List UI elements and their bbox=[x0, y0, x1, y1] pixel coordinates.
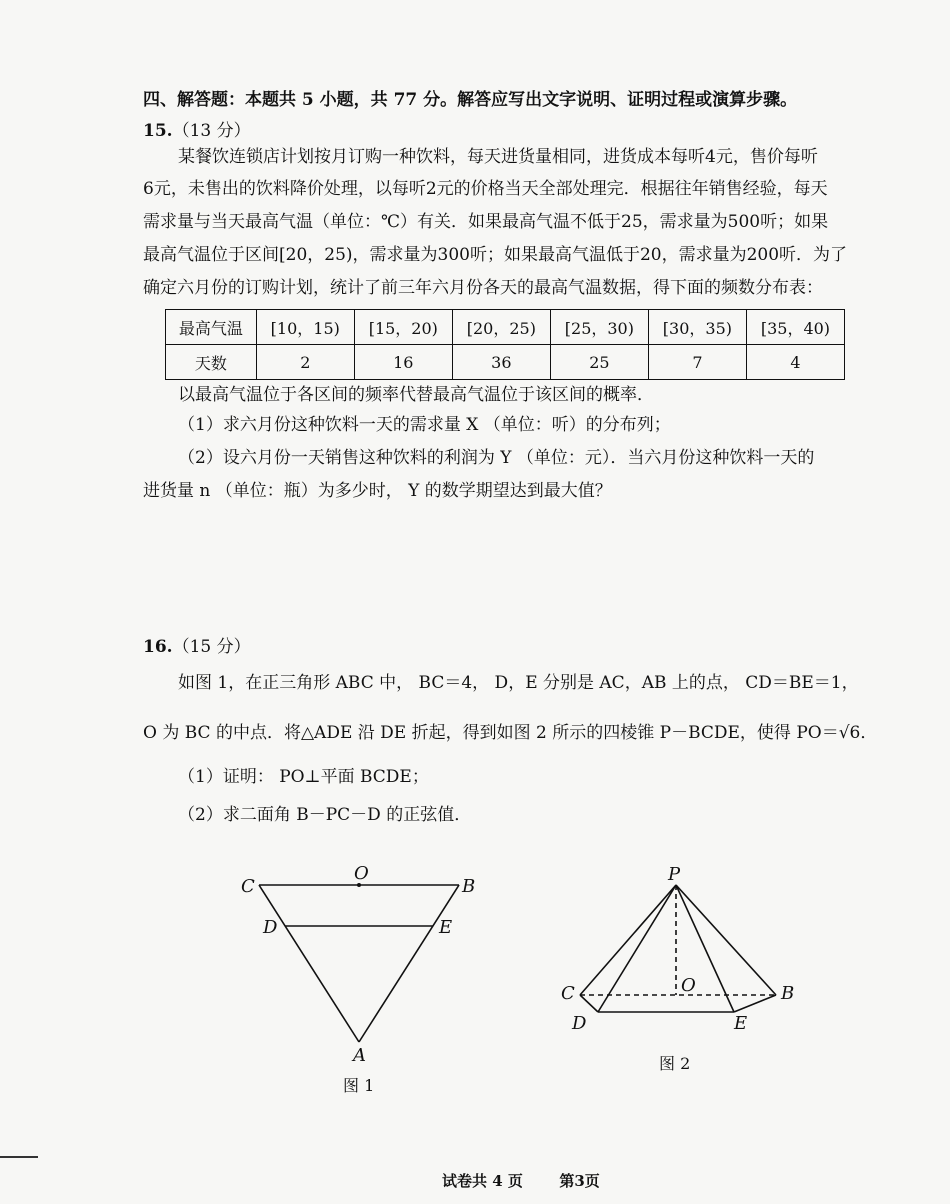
q15-part2-line1: （2）设六月份一天销售这种饮料的利润为 Y （单位：元）．当六月份这种饮料一天的 bbox=[178, 448, 815, 468]
fig2-label-o: O bbox=[681, 975, 696, 996]
table-days-cell: 2 bbox=[256, 345, 354, 380]
q16-part1: （1）证明： PO⊥平面 BCDE； bbox=[178, 767, 429, 787]
fig1-label-o: O bbox=[354, 863, 369, 884]
q16-score: （15 分） bbox=[172, 637, 251, 657]
table-interval: [35，40) bbox=[746, 310, 844, 345]
fig1-label-e: E bbox=[439, 917, 453, 938]
fig2-edge-pc bbox=[580, 885, 676, 995]
section-heading: 四、解答题：本题共 5 小题，共 77 分。解答应写出文字说明、证明过程或演算步骤。 bbox=[143, 90, 798, 110]
q15-line-5: 确定六月份的订购计划，统计了前三年六月份各天的最高气温数据，得下面的频数分布表： bbox=[143, 278, 823, 298]
table-row-label: 天数 bbox=[166, 345, 257, 380]
figure-1 bbox=[259, 885, 459, 1042]
fig1-edge-ba bbox=[359, 885, 459, 1042]
table-interval: [10，15) bbox=[256, 310, 354, 345]
q16-line-1: 如图 1，在正三角形 ABC 中， BC＝4， D，E 分别是 AC，AB 上的点， CD＝BE＝1， bbox=[178, 673, 859, 693]
q15-line-3: 需求量与当天最高气温（单位：℃）有关．如果最高气温不低于25，需求量为500听；如果 bbox=[143, 212, 829, 232]
q16-number: 16. bbox=[143, 637, 173, 657]
fig2-edge-eb bbox=[734, 995, 776, 1012]
figure-2-caption: 图 2 bbox=[659, 1054, 691, 1073]
table-days-cell: 7 bbox=[648, 345, 746, 380]
table-interval: [25，30) bbox=[550, 310, 648, 345]
q15-note: 以最高气温位于各区间的频率代替最高气温位于该区间的概率． bbox=[178, 385, 654, 405]
figure-1-caption: 图 1 bbox=[343, 1076, 375, 1095]
fig1-edge-ca bbox=[259, 885, 359, 1042]
q16-line-2: O 为 BC 的中点．将△ADE 沿 DE 折起，得到如图 2 所示的四棱锥 P－BCDE，使得 PO＝√6． bbox=[143, 723, 878, 743]
q15-part1: （1）求六月份这种饮料一天的需求量 X （单位：听）的分布列； bbox=[178, 415, 671, 435]
left-edge-mark bbox=[0, 1156, 38, 1158]
footer bbox=[442, 1170, 600, 1192]
figure-2 bbox=[580, 885, 776, 1012]
table-header-label: 最高气温 bbox=[166, 310, 257, 345]
fig2-label-b: B bbox=[781, 983, 795, 1004]
q15-line-2: 6元，未售出的饮料降价处理，以每听2元的价格当天全部处理完．根据往年销售经验，每天 bbox=[143, 179, 828, 199]
table-interval: [15，20) bbox=[354, 310, 452, 345]
fig1-label-d: D bbox=[263, 917, 278, 938]
footer-total-pages: 试卷共 4 页 bbox=[442, 1172, 523, 1190]
table-days-cell: 36 bbox=[452, 345, 550, 380]
q15-score: （13 分） bbox=[172, 121, 251, 141]
table-interval: [30，35) bbox=[648, 310, 746, 345]
table-days-cell: 16 bbox=[354, 345, 452, 380]
table-days-cell: 25 bbox=[550, 345, 648, 380]
fig2-edge-pd bbox=[598, 885, 676, 1012]
footer-page-number: 第3页 bbox=[559, 1172, 600, 1190]
fig2-label-e: E bbox=[734, 1013, 748, 1034]
fig1-label-b: B bbox=[462, 876, 476, 897]
q15-line-4: 最高气温位于区间[20，25)，需求量为300听；如果最高气温低于20，需求量为200听．为了 bbox=[143, 245, 848, 265]
fig2-label-c: C bbox=[561, 983, 575, 1004]
fig2-label-d: D bbox=[572, 1013, 587, 1034]
table-days-cell: 4 bbox=[746, 345, 844, 380]
fig1-label-a: A bbox=[353, 1045, 366, 1066]
fig2-label-p: P bbox=[668, 864, 681, 885]
q15-line-1: 某餐饮连锁店计划按月订购一种饮料，每天进货量相同，进货成本每听4元，售价每听 bbox=[178, 147, 818, 167]
fig2-edge-cd bbox=[580, 995, 598, 1012]
q15-part2-line2: 进货量 n （单位：瓶）为多少时， Y 的数学期望达到最大值？ bbox=[143, 481, 612, 501]
q16-part2: （2）求二面角 B－PC－D 的正弦值． bbox=[178, 805, 472, 825]
fig1-label-c: C bbox=[241, 876, 255, 897]
q15-number: 15. bbox=[143, 121, 173, 141]
table-interval: [20，25) bbox=[452, 310, 550, 345]
